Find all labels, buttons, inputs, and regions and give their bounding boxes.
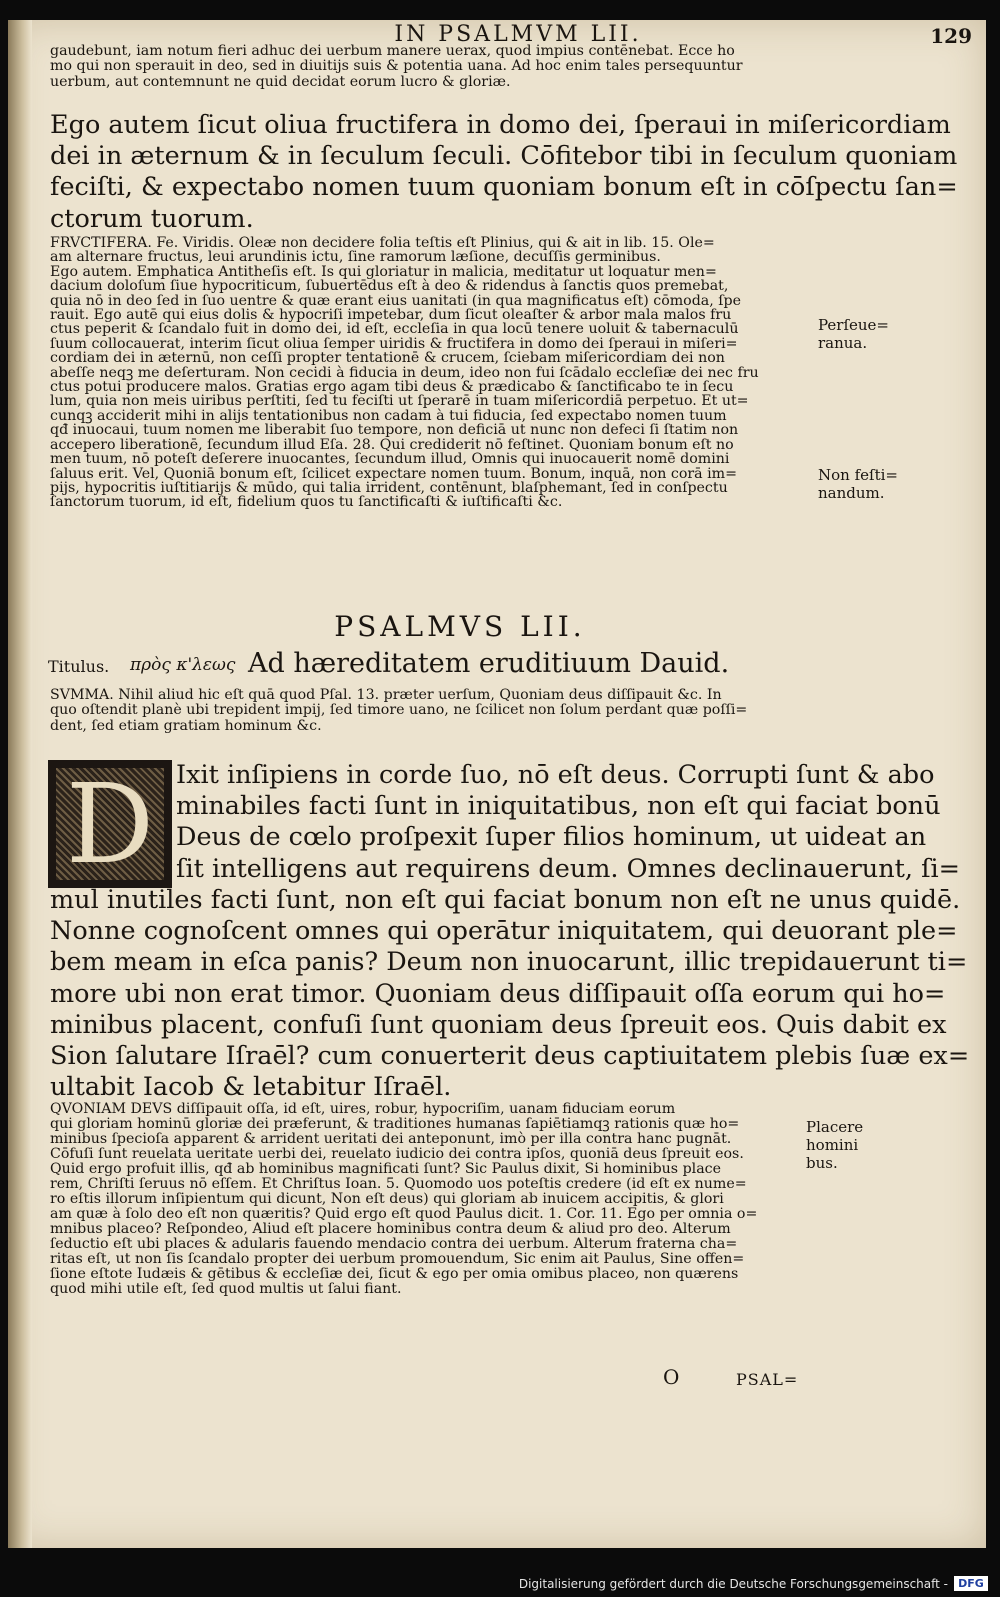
titulus-text: Ad hæreditatem eruditiuum Dauid. bbox=[248, 648, 730, 679]
text-line: ſit intelligens aut requirens deum. Omnes declinauerunt, ſi= bbox=[176, 853, 961, 884]
page-gutter bbox=[8, 20, 32, 1548]
text-line: SVMMA. Nihil aliud hic eſt quā quod Pſal. 13. præter uerſum, Quoniam deus diſſipauit &c. In bbox=[50, 687, 722, 703]
margin-note-line: homini bbox=[806, 1136, 859, 1154]
text-line: gaudebunt, iam notum fieri adhuc dei uerbum manere uerax, quod impius contēnebat. Ecce ho bbox=[50, 43, 735, 59]
text-line: minibus placent, confuſi ſunt quoniam deus ſpreuit eos. Quis dabit ex bbox=[50, 1009, 947, 1040]
text-line: ctus potui producere malos. Gratias ergo agam tibi deus & prædicabo & ſanctificabo te in ſecu bbox=[50, 379, 734, 396]
text-line: Ego autem ſicut oliua fructifera in domo dei, ſperaui in miſericordiam bbox=[50, 110, 951, 140]
initial-letter: D bbox=[65, 760, 155, 888]
verse-paragraph bbox=[50, 110, 958, 235]
margin-note-line: Perſeue= bbox=[818, 316, 890, 334]
text-line: ſuum collocauerat, interim ſicut oliua ſemper uiridis & fructifera in domo dei ſperaui in miſeri= bbox=[50, 335, 738, 352]
decorated-initial bbox=[48, 760, 172, 888]
text-line: pijs, hypocritis iuſtitiarijs & mūdo, qui talia irrident, contēnunt, blaſphemant, ſed in conſpectu bbox=[50, 479, 728, 496]
text-line: Deus de cœlo proſpexit ſuper filios hominum, ut uideat an bbox=[176, 822, 927, 853]
running-title: IN PSALMVM LII. bbox=[394, 22, 642, 47]
text-line: Ixit inſipiens in corde ſuo, nō eſt deus. Corrupti ſunt & abo bbox=[176, 760, 935, 790]
text-line: ſaluus erit. Vel, Quoniā bonum eſt, ſcilicet expectare nomen tuum. Bonum, inquā, non corā im= bbox=[50, 465, 738, 482]
text-line: dent, ſed etiam gratiam hominum &c. bbox=[50, 717, 322, 734]
margin-note bbox=[818, 466, 898, 502]
text-line: minabiles facti ſunt in iniquitatibus, non eſt qui faciat bonū bbox=[176, 791, 941, 822]
commentary-paragraph bbox=[50, 236, 820, 510]
digitization-footer bbox=[0, 1570, 1000, 1597]
text-line: dacium doloſum ſiue hypocriticum, ſubuertēdus eſt à deo & ridendus à ſanctis quos premebat, bbox=[50, 278, 729, 295]
text-line: ultabit Iacob & letabitur Iſraēl. bbox=[50, 1072, 452, 1103]
text-line: abeſſe neqꝫ me deſerturam. Non cecidi à fiducia in deum, ideo non fui ſcādalo eccleſiæ dei nec fru bbox=[50, 364, 759, 381]
text-line: ritas eſt, ut non ſis ſcandalo propter dei uerbum promouendum, Sic enim ait Paulus, Sine offen= bbox=[50, 1251, 745, 1267]
catchword: PSAL= bbox=[736, 1370, 799, 1389]
text-line: quod mihi utile eſt, ſed quod multis ut ſalui fiant. bbox=[50, 1281, 402, 1297]
text-line: qđ inuocaui, tuum nomen me liberabit ſuo tempore, non deficiā ut nunc non defeci ſi ſtatim non bbox=[50, 422, 739, 439]
verse-indented bbox=[176, 760, 961, 885]
text-line: mnibus placeo? Reſpondeo, Aliud eſt placere hominibus contra deum & aliud pro deo. Alterum bbox=[50, 1221, 731, 1237]
margin-note-line: Placere bbox=[806, 1118, 864, 1136]
margin-note bbox=[806, 1118, 863, 1172]
text-line: dei in æternum & in ſeculum ſeculi. Cōfitebor tibi in ſeculum quoniam bbox=[50, 141, 958, 172]
footer-credit: Digitalisierung gefördert durch die Deutsche Forschungsgemeinschaft - bbox=[518, 1577, 948, 1591]
titulus-greek: πρὸς κ'λεως bbox=[130, 655, 236, 675]
text-line: more ubi non erat timor. Quoniam deus diſſipauit oſſa eorum qui ho= bbox=[50, 978, 946, 1009]
text-line: feciſti, & expectabo nomen tuum quoniam bonum eſt in cōſpectu ſan= bbox=[50, 172, 958, 203]
text-line: Sion ſalutare Iſraēl? cum conuerterit deus captiuitatem plebis ſuæ ex= bbox=[50, 1041, 970, 1072]
margin-note-line: ranua. bbox=[818, 334, 868, 352]
text-line: quo oſtendit planè ubi trepident impij, ſed timore uano, ne ſcilicet non ſolum perdant quæ poſſi= bbox=[50, 702, 748, 719]
text-line: quia nō in deo ſed in ſuo uentre & quæ erant eius uanitati (in qua magnificatus eſt) cōmoda, ſpe bbox=[50, 292, 742, 309]
folio-number: 129 bbox=[930, 24, 972, 48]
text-line: am alternare fructus, leui arundinis ictu, ſine ramorum læſione, decuſſis germinibus. bbox=[50, 249, 661, 266]
margin-note-line: nandum. bbox=[818, 484, 885, 502]
text-line: minibus ſpecioſa apparent & arrident ueritati dei anteponunt, imò per illa contra hanc pugnāt. bbox=[50, 1131, 732, 1147]
text-line: men tuum, nō poteſt deſerere inuocantes, ſecundum illud, Omnis qui inuocauerit nomē domini bbox=[50, 451, 730, 468]
text-line: accepero liberationē, ſecundum illud Eſa. 28. Qui crediderit nō feſtinet. Quoniam bonum eſt no bbox=[50, 436, 734, 453]
text-line: cordiam dei in æternū, non ceſſi propter tentationē & crucem, ſciebam miſericordiam dei non bbox=[50, 350, 725, 367]
margin-note-line: bus. bbox=[806, 1154, 838, 1172]
text-line: ſeductio eſt ubi places & adularis fauendo mendacio contra dei uerbum. Alterum fraterna cha= bbox=[50, 1236, 738, 1252]
psalm-heading: PSALMVS LII. bbox=[334, 610, 586, 643]
commentary-paragraph bbox=[50, 1102, 810, 1297]
text-line: lum, quia non meis uiribus perſtiti, ſed tu feciſti ut ſperarē in tuam miſericordiā perpetuo. Et ut= bbox=[50, 393, 749, 410]
dfg-logo: DFG bbox=[954, 1576, 988, 1591]
text-line: Nonne cognoſcent omnes qui operātur iniquitatem, qui deuorant ple= bbox=[50, 916, 958, 947]
text-line: Cōfuſi ſunt reuelata ueritate uerbi dei, reuelato iudicio dei contra ipſos, quoniā deus ſpreuit eos. bbox=[50, 1146, 744, 1162]
text-line: Quid ergo profuit illis, qđ ab hominibus magnificati ſunt? Sic Paulus dixit, Si hominibus place bbox=[50, 1161, 722, 1177]
intro-paragraph bbox=[50, 44, 820, 90]
text-line: uerbum, aut contemnunt ne quid decidat eorum lucro & gloriæ. bbox=[50, 73, 511, 90]
margin-note-line: Non feſti= bbox=[818, 466, 898, 484]
text-line: rem, Chriſti ſeruus nō eſſem. Et Chriſtus Ioan. 5. Quomodo uos poteſtis credere (id eſt ex nume= bbox=[50, 1176, 747, 1192]
verse-paragraph bbox=[50, 885, 970, 1103]
text-line: QVONIAM DEVS diſſipauit oſſa, id eſt, uires, robur, hypocriſim, uanam fiduciam eorum bbox=[50, 1101, 676, 1117]
text-line: rauit. Ego autē qui eius dolis & hypocriſi impetebar, dum ſicut oleaſter & arbor mala malos fru bbox=[50, 307, 732, 324]
text-line: ſanctorum tuorum, id eſt, fidelium quos tu ſanctificaſti & iuſtificaſti &c. bbox=[50, 494, 563, 511]
text-line: am quæ à ſolo deo eſt non quæritis? Quid ergo eſt quod Paulus dicit. 1. Cor. 11. Ego per omnia o= bbox=[50, 1206, 758, 1222]
text-line: bem meam in eſca panis? Deum non inuocarunt, illic trepidauerunt ti= bbox=[50, 947, 968, 978]
text-line: ctus peperit & ſcandalo fuit in domo dei, id eſt, eccleſia in qua locū tenere uoluit & tabernaculū bbox=[50, 321, 739, 338]
margin-note bbox=[818, 316, 889, 352]
book-page bbox=[8, 20, 986, 1548]
titulus-label: Titulus. bbox=[48, 657, 110, 676]
text-line: ro eſtis illorum inſipientum qui dicunt, Non eſt deus) qui gloriam ab inuicem accipitis, & glori bbox=[50, 1191, 724, 1207]
text-line: ſione eſtote Iudæis & gētibus & eccleſiæ dei, ſicut & ego per omia omibus placeo, non quærens bbox=[50, 1266, 739, 1282]
text-line: Ego autem. Emphatica Antitheſis eſt. Is qui gloriatur in malicia, meditatur ut loquatur men= bbox=[50, 263, 717, 280]
signature-mark: O bbox=[663, 1365, 680, 1389]
text-line: qui gloriam hominū gloriæ dei præferunt, & traditiones humanas ſapiētiamqꝫ rationis quæ ho= bbox=[50, 1116, 740, 1132]
text-line: cunqꝫ acciderit mihi in alijs tentationibus non cadam à tui fiducia, ſed expectabo nomen tuum bbox=[50, 407, 727, 424]
text-line: ctorum tuorum. bbox=[50, 203, 254, 234]
text-line: mo qui non sperauit in deo, sed in diuitijs suis & potentia uana. Ad hoc enim tales persequuntur bbox=[50, 58, 743, 75]
summa-paragraph bbox=[50, 688, 820, 734]
text-line: FRVCTIFERA. Fe. Viridis. Oleæ non decidere folia teſtis eſt Plinius, qui & ait in lib. 15. Ole= bbox=[50, 235, 715, 251]
text-line: mul inutiles facti ſunt, non eſt qui faciat bonum non eſt ne unus quidē. bbox=[50, 885, 961, 915]
